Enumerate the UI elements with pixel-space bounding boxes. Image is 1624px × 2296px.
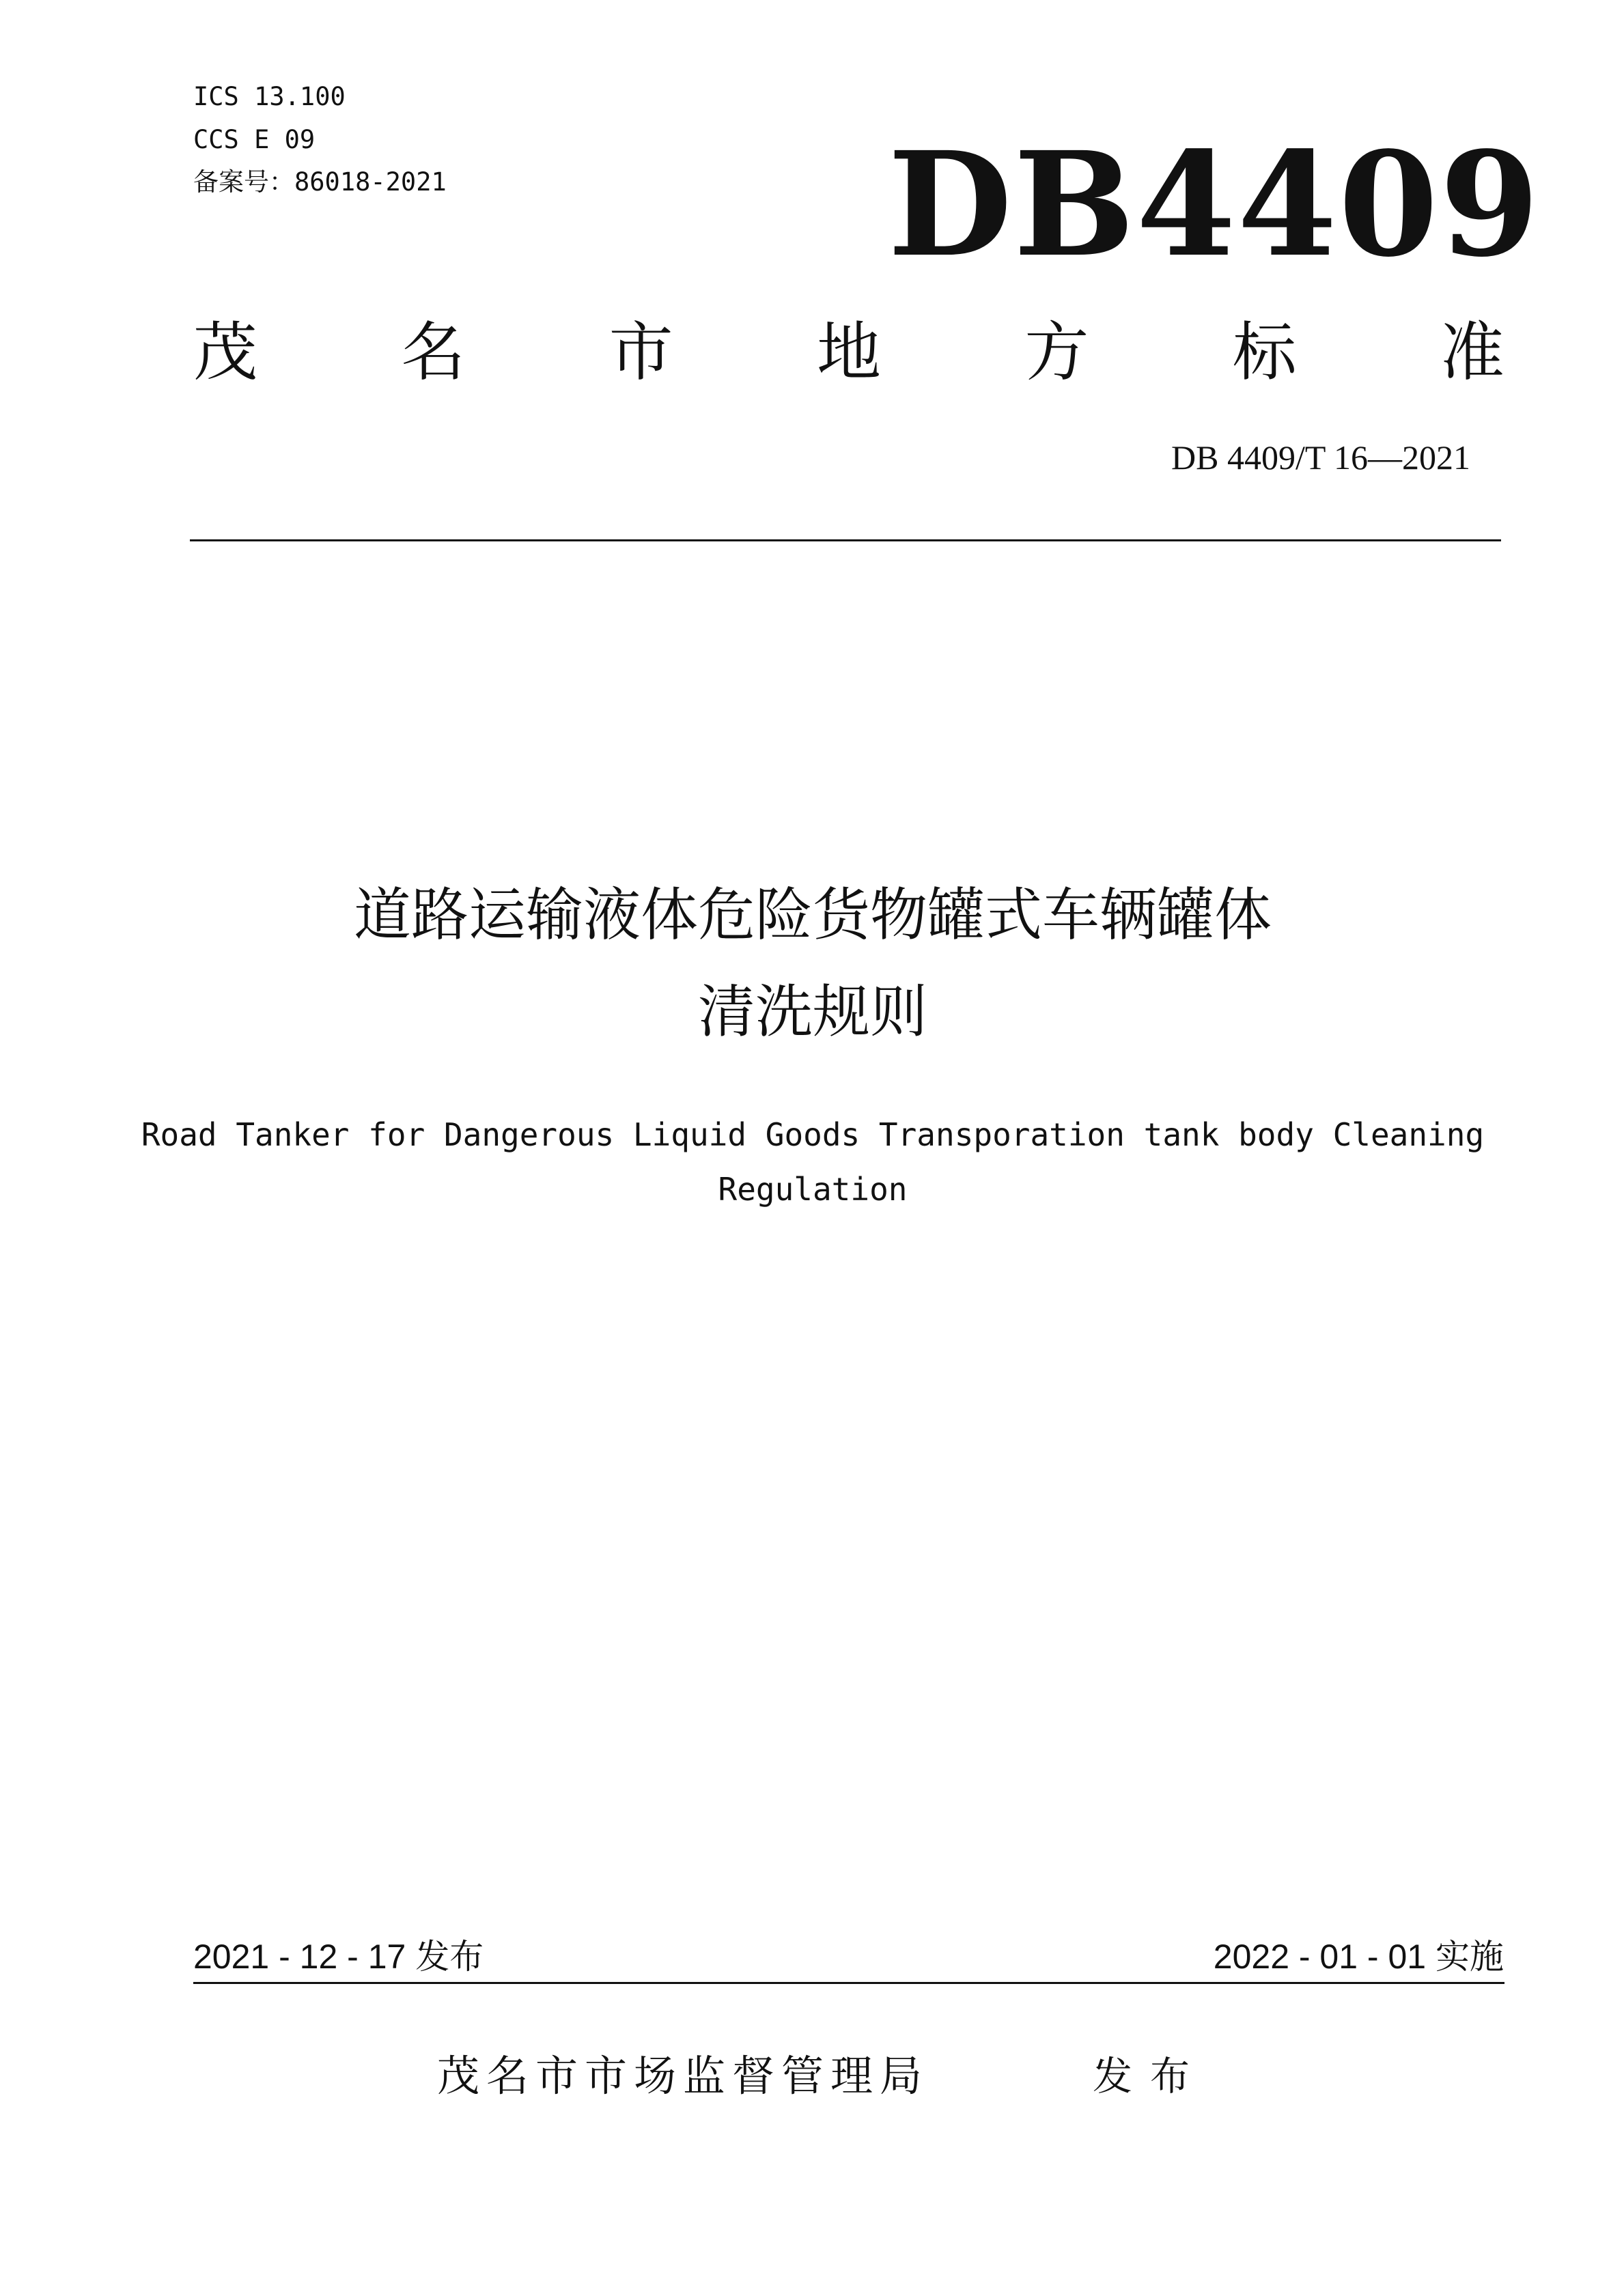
ics-code: ICS 13.100 <box>193 82 346 111</box>
standard-type-char: 标 <box>1232 315 1297 390</box>
issuer-action: 发布 <box>1093 2053 1208 2099</box>
top-divider <box>190 539 1501 541</box>
standard-type-char: 茂 <box>193 315 258 390</box>
standard-type-char: 准 <box>1440 315 1504 390</box>
ccs-code: CCS E 09 <box>193 125 316 154</box>
bottom-divider <box>193 1982 1504 1984</box>
standard-type-char: 地 <box>816 315 881 390</box>
title-en-line-1: Road Tanker for Dangerous Liquid Goods Transporation tank body Cleaning <box>141 1116 1485 1153</box>
standard-type-title <box>193 315 1504 391</box>
record-number: 备案号：86018-2021 <box>193 167 447 197</box>
standard-type-char: 市 <box>608 315 673 390</box>
title-cn-line-2: 清洗规则 <box>697 978 927 1045</box>
standard-type-char: 名 <box>401 315 466 390</box>
issuer-name: 茂名市市场监督管理局 <box>437 2051 929 2101</box>
implementation-date: 2022 - 01 - 01 实施 <box>1213 1938 1504 1976</box>
title-cn-line-1: 道路运输液体危险货物罐式车辆罐体 <box>353 881 1272 948</box>
db-code-mark: DB4409 <box>888 120 1541 289</box>
title-en-line-2: Regulation <box>718 1171 908 1208</box>
standard-number: DB 4409/T 16—2021 <box>1171 438 1470 477</box>
standard-type-char: 方 <box>1024 315 1089 390</box>
issue-date: 2021 - 12 - 17 发布 <box>193 1938 484 1976</box>
